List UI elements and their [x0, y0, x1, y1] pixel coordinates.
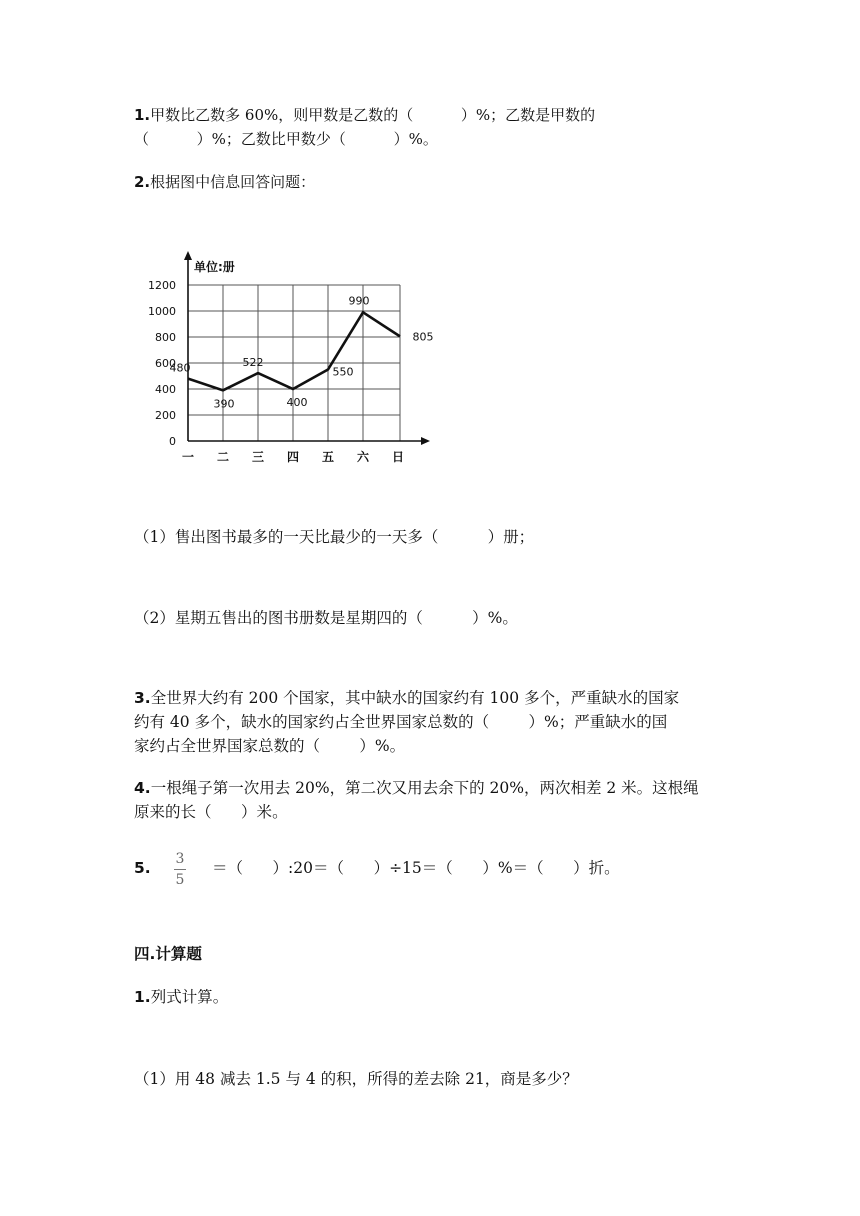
x-tick-label: 五	[321, 450, 335, 464]
q5-line	[212, 858, 620, 878]
chart-series-line	[188, 312, 400, 390]
q3-text-2: 约有 40 多个，缺水的国家约占全世界国家总数的（ ）%；严重缺水的国	[134, 713, 668, 731]
y-tick-label: 0	[169, 435, 176, 448]
data-label: 805	[412, 330, 434, 344]
q3-line1	[134, 688, 679, 708]
y-tick-label: 800	[155, 331, 176, 344]
y-tick-label: 1000	[148, 305, 176, 318]
q2-sub1-text: （1）售出图书最多的一天比最少的一天多（ ）册；	[134, 528, 535, 546]
chart-data-labels	[170, 294, 434, 410]
q5-fraction-bar	[174, 869, 186, 870]
line-chart	[130, 238, 450, 470]
q2-sub2	[134, 608, 518, 628]
section4-sub1	[134, 1069, 578, 1089]
q1-text-1: 甲数比乙数多 60%，则甲数是乙数的（ ）%；乙数是甲数的	[150, 106, 596, 124]
section-4-title: 四.计算题	[134, 945, 202, 963]
q1-line1	[134, 105, 595, 125]
q4-line2	[134, 802, 288, 822]
q3-line3	[134, 736, 405, 756]
q4-text-2: 原来的长（ ）米。	[134, 803, 288, 821]
q2-number: 2.	[134, 173, 151, 191]
chart-unit-label: 单位:册	[194, 260, 235, 274]
q2-sub1	[134, 527, 534, 547]
x-tick-label: 六	[356, 450, 370, 464]
data-label: 390	[213, 397, 235, 411]
x-tick-label: 三	[251, 450, 265, 464]
section4-q1-line	[134, 987, 228, 1007]
q1-line2	[134, 129, 438, 149]
q3-text-1: 全世界大约有 200 个国家，其中缺水的国家约有 100 多个，严重缺水的国家	[150, 689, 680, 707]
q5-text: ＝（ ）:20＝（ ）÷15＝（ ）%＝（ ）折。	[212, 859, 620, 877]
section4-q1-number: 1.	[134, 988, 151, 1006]
x-axis-arrow	[421, 437, 430, 445]
q5-fraction-numerator: 3	[175, 851, 185, 867]
section4-q1-text: 列式计算。	[150, 988, 229, 1006]
q2-text: 根据图中信息回答问题：	[150, 173, 316, 191]
x-tick-label: 四	[286, 450, 300, 464]
y-tick-label: 400	[155, 383, 176, 396]
y-tick-label: 1200	[148, 279, 176, 292]
y-tick-label: 200	[155, 409, 176, 422]
y-tick-label: 600	[155, 357, 176, 370]
q4-text-1: 一根绳子第一次用去 20%，第二次又用去余下的 20%，两次相差 2 米。这根绳	[150, 779, 699, 797]
q3-number: 3.	[134, 689, 151, 707]
data-label: 990	[348, 294, 370, 308]
q1-text-2: （ ）%；乙数比甲数少（ ）%。	[134, 130, 438, 148]
data-label: 480	[169, 361, 191, 375]
q4-number: 4.	[134, 779, 151, 797]
chart-axes	[184, 251, 430, 445]
data-label: 400	[286, 396, 308, 409]
chart-x-ticks	[182, 449, 404, 464]
data-label: 550	[332, 365, 354, 379]
q5-number: 5.	[134, 859, 151, 877]
x-tick-label: 一	[181, 450, 195, 464]
q3-line2	[134, 712, 667, 732]
q2-line	[134, 172, 315, 192]
x-tick-label: 日	[391, 450, 405, 464]
x-tick-label: 二	[216, 450, 230, 464]
q1-number: 1.	[134, 106, 151, 124]
q2-sub2-text: （2）星期五售出的图书册数是星期四的（ ）%。	[134, 609, 518, 627]
chart-grid	[188, 285, 400, 441]
q5-fraction	[169, 851, 191, 888]
q5-number-line	[134, 858, 151, 878]
section4-sub1-text: （1）用 48 减去 1.5 与 4 的积，所得的差去除 21，商是多少？	[134, 1070, 578, 1088]
q5-fraction-denominator: 5	[175, 872, 185, 888]
data-label: 522	[242, 356, 264, 370]
q3-text-3: 家约占全世界国家总数的（ ）%。	[134, 737, 406, 755]
y-axis-arrow	[184, 251, 192, 260]
q4-line1	[134, 778, 699, 798]
